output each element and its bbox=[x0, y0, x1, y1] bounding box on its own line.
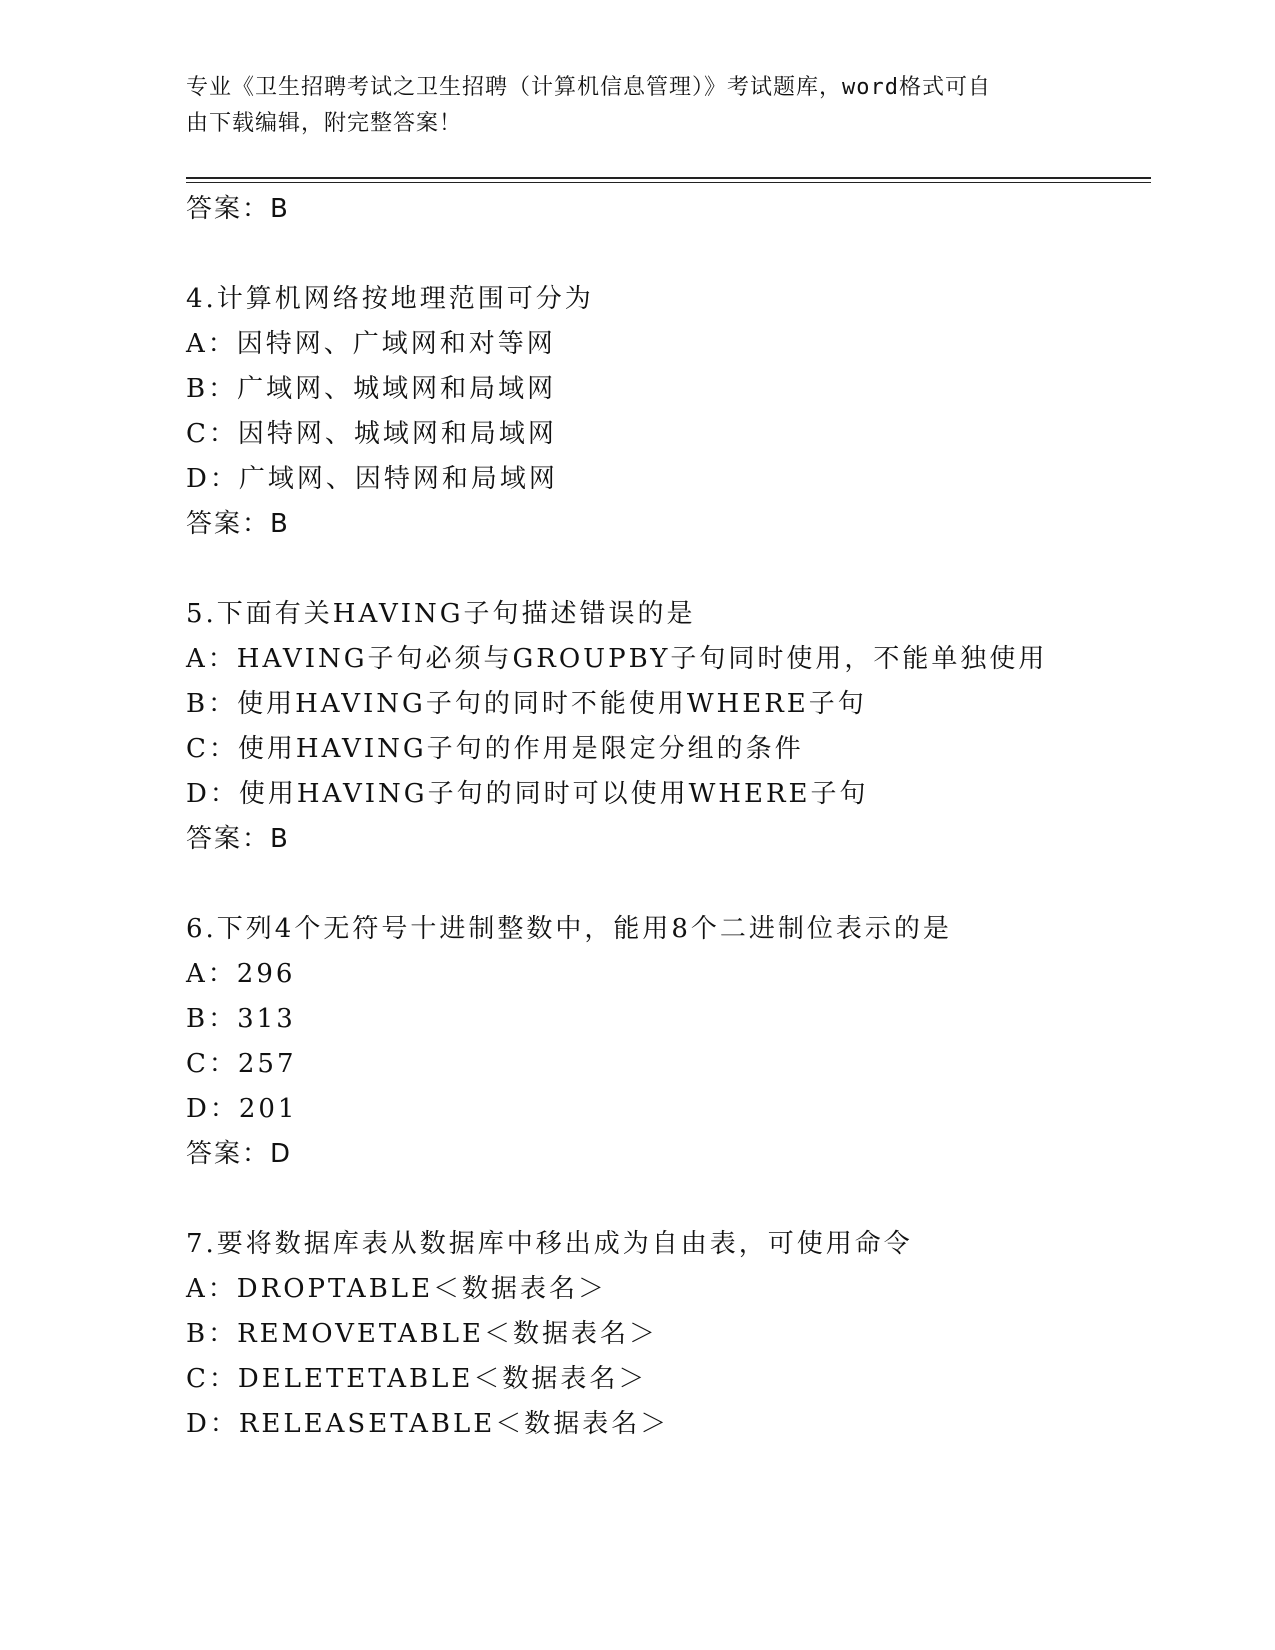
option-b: B：使用HAVING子句的同时不能使用WHERE子句 bbox=[186, 689, 867, 719]
option-b: B：313 bbox=[186, 1004, 296, 1034]
answer-q5: 答案：B bbox=[186, 824, 290, 854]
option-b: B：广域网、城域网和局域网 bbox=[186, 374, 557, 404]
question-stem: 7.要将数据库表从数据库中移出成为自由表，可使用命令 bbox=[186, 1229, 913, 1259]
option-d: D：使用HAVING子句的同时可以使用WHERE子句 bbox=[186, 779, 869, 809]
header-divider bbox=[186, 177, 1151, 179]
option-b: B：REMOVETABLE＜数据表名＞ bbox=[186, 1319, 658, 1349]
question-stem: 6.下列4个无符号十进制整数中，能用8个二进制位表示的是 bbox=[186, 914, 952, 944]
option-a: A：296 bbox=[186, 959, 296, 989]
header-line-2: 由下载编辑，附完整答案！ bbox=[186, 111, 463, 136]
document-header bbox=[186, 70, 1086, 142]
option-a: A：DROPTABLE＜数据表名＞ bbox=[186, 1274, 608, 1304]
question-5 bbox=[186, 592, 1146, 817]
header-line-1: 专业《卫生招聘考试之卫生招聘（计算机信息管理）》考试题库，word格式可自 bbox=[186, 75, 991, 100]
question-4 bbox=[186, 277, 1146, 502]
option-a: A：因特网、广域网和对等网 bbox=[186, 329, 556, 359]
question-stem: 4.计算机网络按地理范围可分为 bbox=[186, 284, 594, 314]
option-d: D：RELEASETABLE＜数据表名＞ bbox=[186, 1409, 670, 1439]
answer-q6: 答案：D bbox=[186, 1139, 293, 1169]
option-c: C：257 bbox=[186, 1049, 297, 1079]
question-7 bbox=[186, 1222, 1146, 1447]
header-divider-thin bbox=[186, 182, 1151, 183]
option-c: C：使用HAVING子句的作用是限定分组的条件 bbox=[186, 734, 804, 764]
option-c: C：DELETETABLE＜数据表名＞ bbox=[186, 1364, 648, 1394]
option-d: D：201 bbox=[186, 1094, 298, 1124]
question-6 bbox=[186, 907, 1146, 1132]
answer-q4: 答案：B bbox=[186, 509, 290, 539]
option-a: A：HAVING子句必须与GROUPBY子句同时使用，不能单独使用 bbox=[186, 644, 1048, 674]
spacer bbox=[186, 547, 1146, 592]
option-d: D：广域网、因特网和局域网 bbox=[186, 464, 558, 494]
spacer bbox=[186, 232, 1146, 277]
spacer bbox=[186, 1177, 1146, 1222]
question-stem: 5.下面有关HAVING子句描述错误的是 bbox=[186, 599, 696, 629]
spacer bbox=[186, 862, 1146, 907]
answer-q3: 答案：B bbox=[186, 194, 290, 224]
option-c: C：因特网、城域网和局域网 bbox=[186, 419, 557, 449]
question-list bbox=[186, 187, 1146, 1447]
